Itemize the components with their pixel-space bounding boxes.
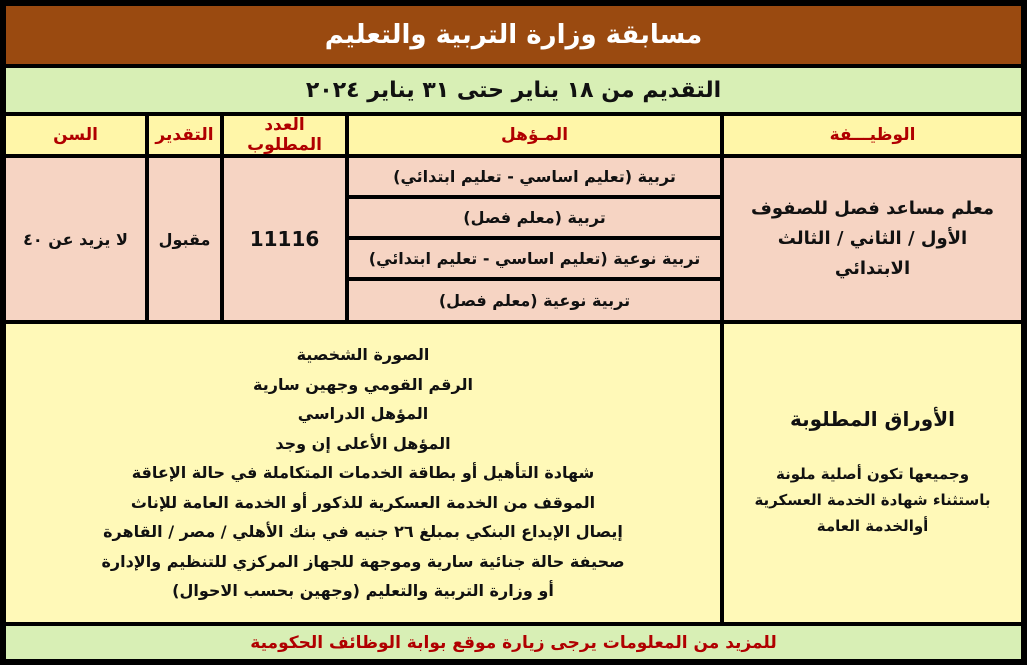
header-grade: التقدير [149, 116, 220, 154]
qualification-3: تربية نوعية (تعليم اساسي - تعليم ابتدائي) [349, 240, 720, 277]
required-documents-title: الأوراق المطلوبة [790, 407, 955, 431]
footer-note: للمزيد من المعلومات يرجى زيارة موقع بوابة الوظائف الحكومية [6, 626, 1021, 659]
document-item: المؤهل الدراسي [297, 404, 429, 423]
header-age: السن [6, 116, 145, 154]
document-item: المؤهل الأعلى إن وجد [275, 433, 451, 453]
document-item: شهادة التأهيل أو بطاقة الخدمات المتكاملة في حالة الإعاقة [131, 463, 595, 482]
originals-note-line: باستثناء شهادة الخدمة العسكرية [754, 491, 991, 509]
document-item: الصورة الشخصية [296, 345, 430, 364]
document-item: أو وزارة التربية والتعليم (وجهين بحسب الاحوال) [172, 581, 554, 600]
qualification-1: تربية (تعليم اساسي - تعليم ابتدائي) [349, 158, 720, 195]
grade-value: مقبول [149, 158, 220, 320]
qualification-4: تربية نوعية (معلم فصل) [349, 281, 720, 320]
page-title: مسابقة وزارة التربية والتعليم [6, 6, 1021, 64]
originals-note-line: وجميعها تكون أصلية ملونة [775, 465, 970, 483]
required-documents-label [724, 324, 1021, 622]
application-dates: التقديم من ١٨ يناير حتى ٣١ يناير ٢٠٢٤ [6, 68, 1021, 112]
document-item: إيصال الإيداع البنكي بمبلغ ٢٦ جنيه في بنك الأهلي / مصر / القاهرة [103, 522, 623, 541]
header-job: الوظيـــفة [724, 116, 1021, 154]
document-item: الرقم القومي وجهين سارية [253, 374, 473, 394]
header-qualification: المـؤهل [349, 116, 720, 154]
document-item: صحيفة حالة جنائية سارية وموجهة للجهاز المركزي للتنظيم والإدارة [101, 551, 625, 571]
originals-note-line: أوالخدمة العامة [816, 517, 929, 535]
documents-list [6, 324, 720, 622]
header-count: العدد المطلوب [224, 116, 345, 154]
age-limit: لا يزيد عن ٤٠ [6, 158, 145, 320]
qualification-2: تربية (معلم فصل) [349, 199, 720, 236]
document-item: الموقف من الخدمة العسكرية للذكور أو الخدمة العامة للإناث [130, 492, 596, 512]
required-count: 11116 [224, 158, 345, 320]
job-title: معلم مساعد فصل للصفوف الأول / الثاني / الثالث الابتدائي [724, 158, 1021, 320]
